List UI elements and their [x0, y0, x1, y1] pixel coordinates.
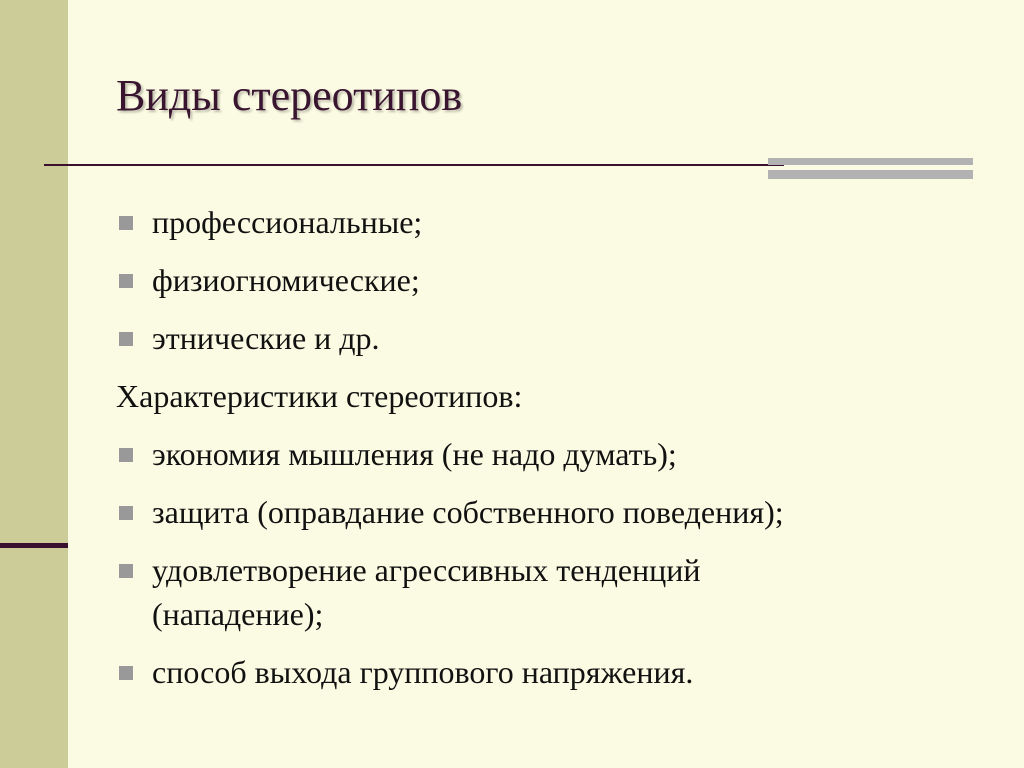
- list-item: [116, 258, 996, 302]
- decorative-bar-top: [768, 158, 973, 165]
- list-item-text-continuation: (нападение);: [152, 596, 324, 632]
- square-bullet-icon: [119, 564, 133, 578]
- list-item-text: экономия мышления (не надо думать);: [152, 436, 677, 472]
- left-side-band: [0, 0, 68, 768]
- slide-title: Виды стереотипов: [116, 71, 463, 120]
- square-bullet-icon: [119, 332, 133, 346]
- list-item-text: удовлетворение агрессивных тенденций: [152, 552, 701, 588]
- title-underline: [44, 164, 784, 166]
- list-item-text: этнические и др.: [152, 320, 380, 356]
- list-item-text: физиогномические;: [152, 262, 420, 298]
- list-item: [116, 200, 996, 244]
- square-bullet-icon: [119, 448, 133, 462]
- square-bullet-icon: [119, 274, 133, 288]
- section-heading: [116, 374, 996, 418]
- list-item: [116, 316, 996, 360]
- left-band-accent-line: [0, 543, 68, 548]
- list-item-text: профессиональные;: [152, 204, 423, 240]
- square-bullet-icon: [119, 506, 133, 520]
- square-bullet-icon: [119, 216, 133, 230]
- decorative-bar-bottom: [768, 170, 973, 179]
- list-item: [116, 548, 996, 636]
- list-item: [116, 650, 996, 694]
- list-item: [116, 490, 996, 534]
- list-item-text: способ выхода группового напряжения.: [152, 654, 694, 690]
- section-heading-text: Характеристики стереотипов:: [116, 378, 523, 414]
- slide-content: [116, 186, 996, 694]
- list-item-text: защита (оправдание собственного поведения);: [152, 494, 784, 530]
- list-item: [116, 432, 996, 476]
- square-bullet-icon: [119, 666, 133, 680]
